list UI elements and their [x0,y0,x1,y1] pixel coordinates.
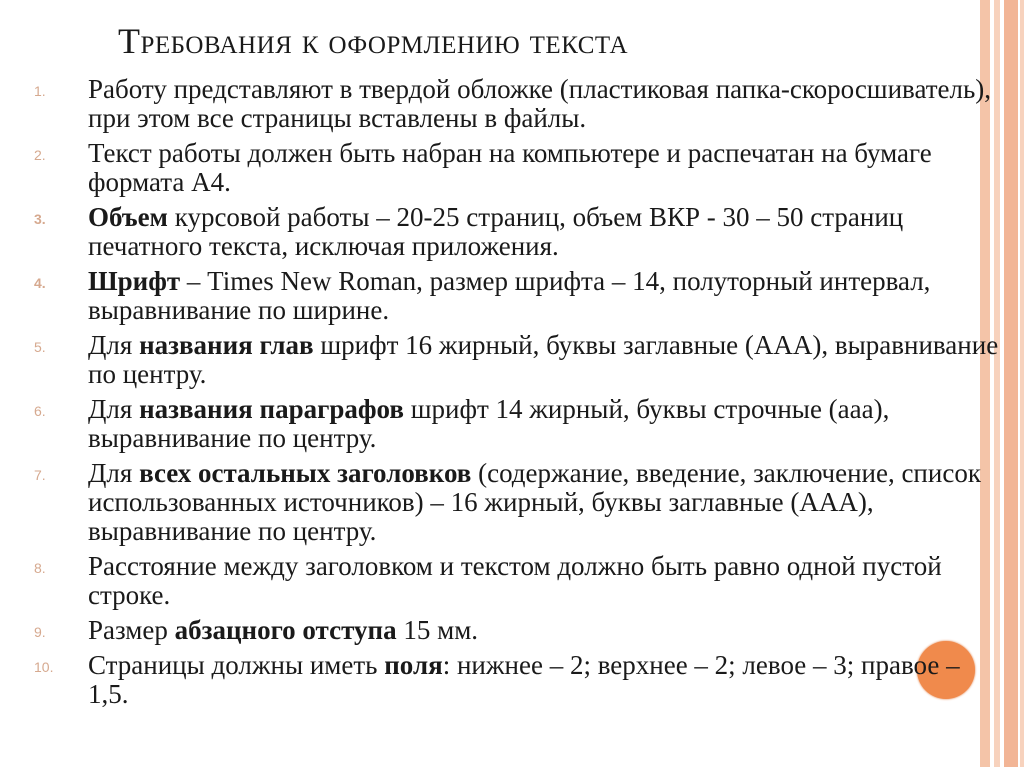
slide-title: Требования к оформлению текста [118,21,628,61]
list-item [26,616,1006,645]
list-item-text [88,551,942,610]
list-item-text [88,615,478,645]
list-item [26,203,1006,261]
text-run: : нижнее – 2; верхнее – 2; левое – 3; правое – 1,5. [88,650,960,709]
list-item [26,75,1006,133]
list-item-text [88,74,991,133]
text-run: шрифт 14 жирный, буквы строчные (ааа), выравнивание по центру. [88,394,890,453]
stripe [1004,0,1018,767]
bold-term: Объем [88,202,168,232]
text-run: Расстояние между заголовком и текстом должно быть равно одной пустой строке. [88,551,942,610]
list-item [26,395,1006,453]
list-number: 8. [34,560,46,576]
bold-term: поля [384,650,443,680]
list-item-text [88,394,889,453]
text-run: Страницы должны иметь [88,650,385,680]
list-number: 10. [34,659,54,675]
list-number: 9. [34,624,46,640]
requirements-list [26,75,1006,715]
list-item-text [88,458,981,546]
bold-term: абзацного отступа [174,615,397,645]
list-item [26,552,1006,610]
text-run: Для [88,330,140,360]
list-item-text [88,202,903,261]
list-number: 1. [34,83,46,99]
text-run: Для [88,394,140,424]
list-item [26,139,1006,197]
text-run: Текст работы должен быть набран на компьютере и распечатан на бумаге формата А4. [88,138,932,197]
text-run: Работу представляют в твердой обложке (пластиковая папка-скоросшиватель), при этом все страницы вставлены в файлы. [88,74,992,133]
list-number: 2. [34,147,46,163]
list-item-text [88,138,932,197]
list-number: 4. [34,275,46,291]
text-run: – Times New Roman, размер шрифта – 14, полуторный интервал, выравнивание по ширине. [88,266,931,325]
bold-term: названия глав [139,330,314,360]
list-item [26,651,1006,709]
text-run: Размер [88,615,175,645]
text-run: Для [88,458,140,488]
list-item [26,331,1006,389]
list-item [26,267,1006,325]
list-item-text [88,266,930,325]
list-number: 7. [34,467,46,483]
text-run: шрифт 16 жирный, буквы заглавные (ААА), выравнивание по центру. [88,330,999,389]
text-run: (содержание, введение, заключение, список использованных источников) – 16 жирный, буквы заглавные (ААА), выравнивание по центру. [88,458,981,546]
text-run: 15 мм. [396,615,479,645]
list-number: 5. [34,339,46,355]
list-item-text [88,650,960,709]
list-item [26,459,1006,546]
list-number: 6. [34,403,46,419]
list-item-text [88,330,998,389]
bold-term: Шрифт [88,266,181,296]
bold-term: всех остальных заголовков [139,458,472,488]
stripe [1020,0,1024,767]
list-number: 3. [34,211,46,227]
text-run: курсовой работы – 20-25 страниц, объем ВКР - 30 – 50 страниц печатного текста, исключая приложения. [88,202,904,261]
bold-term: названия параграфов [139,394,404,424]
